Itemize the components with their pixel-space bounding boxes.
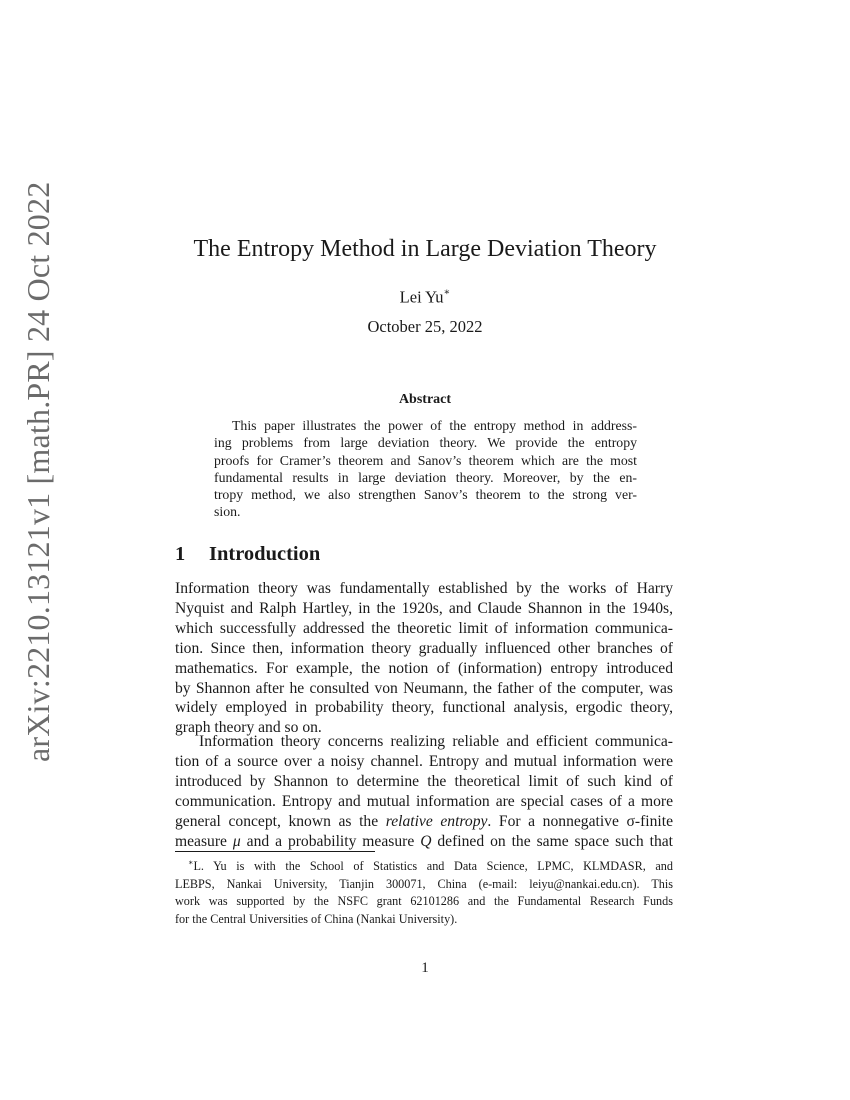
- author-footnote: [175, 854, 673, 928]
- author-footnote-marker[interactable]: ∗: [443, 287, 451, 298]
- footnote-line: work was supported by the NSFC grant 62101286 and the Fundamental Research Funds: [175, 894, 673, 909]
- abstract-line: proofs for Cramer’s theorem and Sanov’s theorem which are the most: [214, 452, 637, 468]
- paragraph-line: by Shannon after he consulted von Neumann, the father of the computer, was: [175, 679, 673, 697]
- abstract-heading: Abstract: [398, 392, 452, 407]
- relative-entropy-term: relative entropy: [385, 812, 488, 830]
- paragraph-line: tion of a source over a noisy channel. Entropy and mutual information were: [175, 752, 673, 770]
- intro-paragraph-1: [175, 579, 673, 738]
- paper-date: October 25, 2022: [367, 317, 483, 336]
- abstract-line: fundamental results in large deviation theory. Moreover, by the en-: [214, 469, 637, 485]
- paragraph-line: Information theory concerns realizing reliable and efficient communica-: [199, 733, 673, 750]
- text-segment: general concept, known as the: [175, 812, 386, 830]
- paragraph-line: communication. Entropy and mutual information are special cases of a more: [175, 792, 673, 810]
- footnote-line: LEBPS, Nankai University, Tianjin 300071, China (e-mail: leiyu@nankai.edu.cn). This: [175, 876, 673, 891]
- paper-title: The Entropy Method in Large Deviation Theory: [193, 236, 657, 262]
- footnote-text: L. Yu is with the School of Statistics and Data Science, LPMC, KLMDASR, and: [193, 859, 673, 874]
- text-segment: and a probability measure: [240, 832, 421, 850]
- math-symbol-mu: μ: [232, 832, 241, 850]
- math-symbol-q: Q: [420, 832, 432, 850]
- text-segment: defined on the same space such that: [431, 832, 673, 850]
- paragraph-line: graph theory and so on.: [175, 719, 322, 737]
- text-segment: measure: [175, 832, 233, 850]
- footnote-line: [175, 854, 673, 876]
- section-heading-introduction: [175, 540, 675, 568]
- paragraph-line: introduced by Shannon to determine the theoretical limit of such kind of: [175, 772, 673, 790]
- author-line: [300, 282, 550, 310]
- paragraph-line: mathematics. For example, the notion of (information) entropy introduced: [175, 659, 673, 677]
- section-title: Introduction: [209, 543, 321, 565]
- footnote-line: for the Central Universities of China (Nankai University).: [175, 911, 458, 926]
- abstract-body: [214, 417, 637, 521]
- intro-paragraph-2: [175, 732, 673, 851]
- paragraph-line: [175, 832, 673, 852]
- paragraph-line: [175, 812, 673, 832]
- paragraph-line: Information theory was fundamentally established by the works of Harry: [175, 580, 673, 597]
- abstract-line: This paper illustrates the power of the entropy method in address-: [232, 418, 637, 433]
- paragraph-line: Nyquist and Ralph Hartley, in the 1920s, and Claude Shannon in the 1940s,: [175, 599, 673, 617]
- page-number: 1: [421, 960, 429, 976]
- author-name: Lei Yu: [399, 287, 444, 307]
- paragraph-line: tion. Since then, information theory gradually influenced other branches of: [175, 639, 673, 657]
- footnote-marker: ∗: [188, 858, 194, 867]
- footnote-divider: [175, 851, 375, 852]
- paragraph-line: which successfully addressed the theoretic limit of information communica-: [175, 619, 673, 637]
- paragraph-line: widely employed in probability theory, functional analysis, ergodic theory,: [175, 699, 673, 717]
- abstract-line: sion.: [214, 504, 241, 520]
- text-segment: . For a nonnegative σ-finite: [487, 812, 673, 830]
- abstract-line: ing problems from large deviation theory. We provide the entropy: [214, 435, 637, 451]
- arxiv-identifier-stamp: arXiv:2210.13121v1 [math.PR] 24 Oct 2022: [20, 181, 56, 762]
- abstract-line: tropy method, we also strengthen Sanov’s theorem to the strong ver-: [214, 487, 637, 503]
- section-number: 1: [175, 543, 186, 565]
